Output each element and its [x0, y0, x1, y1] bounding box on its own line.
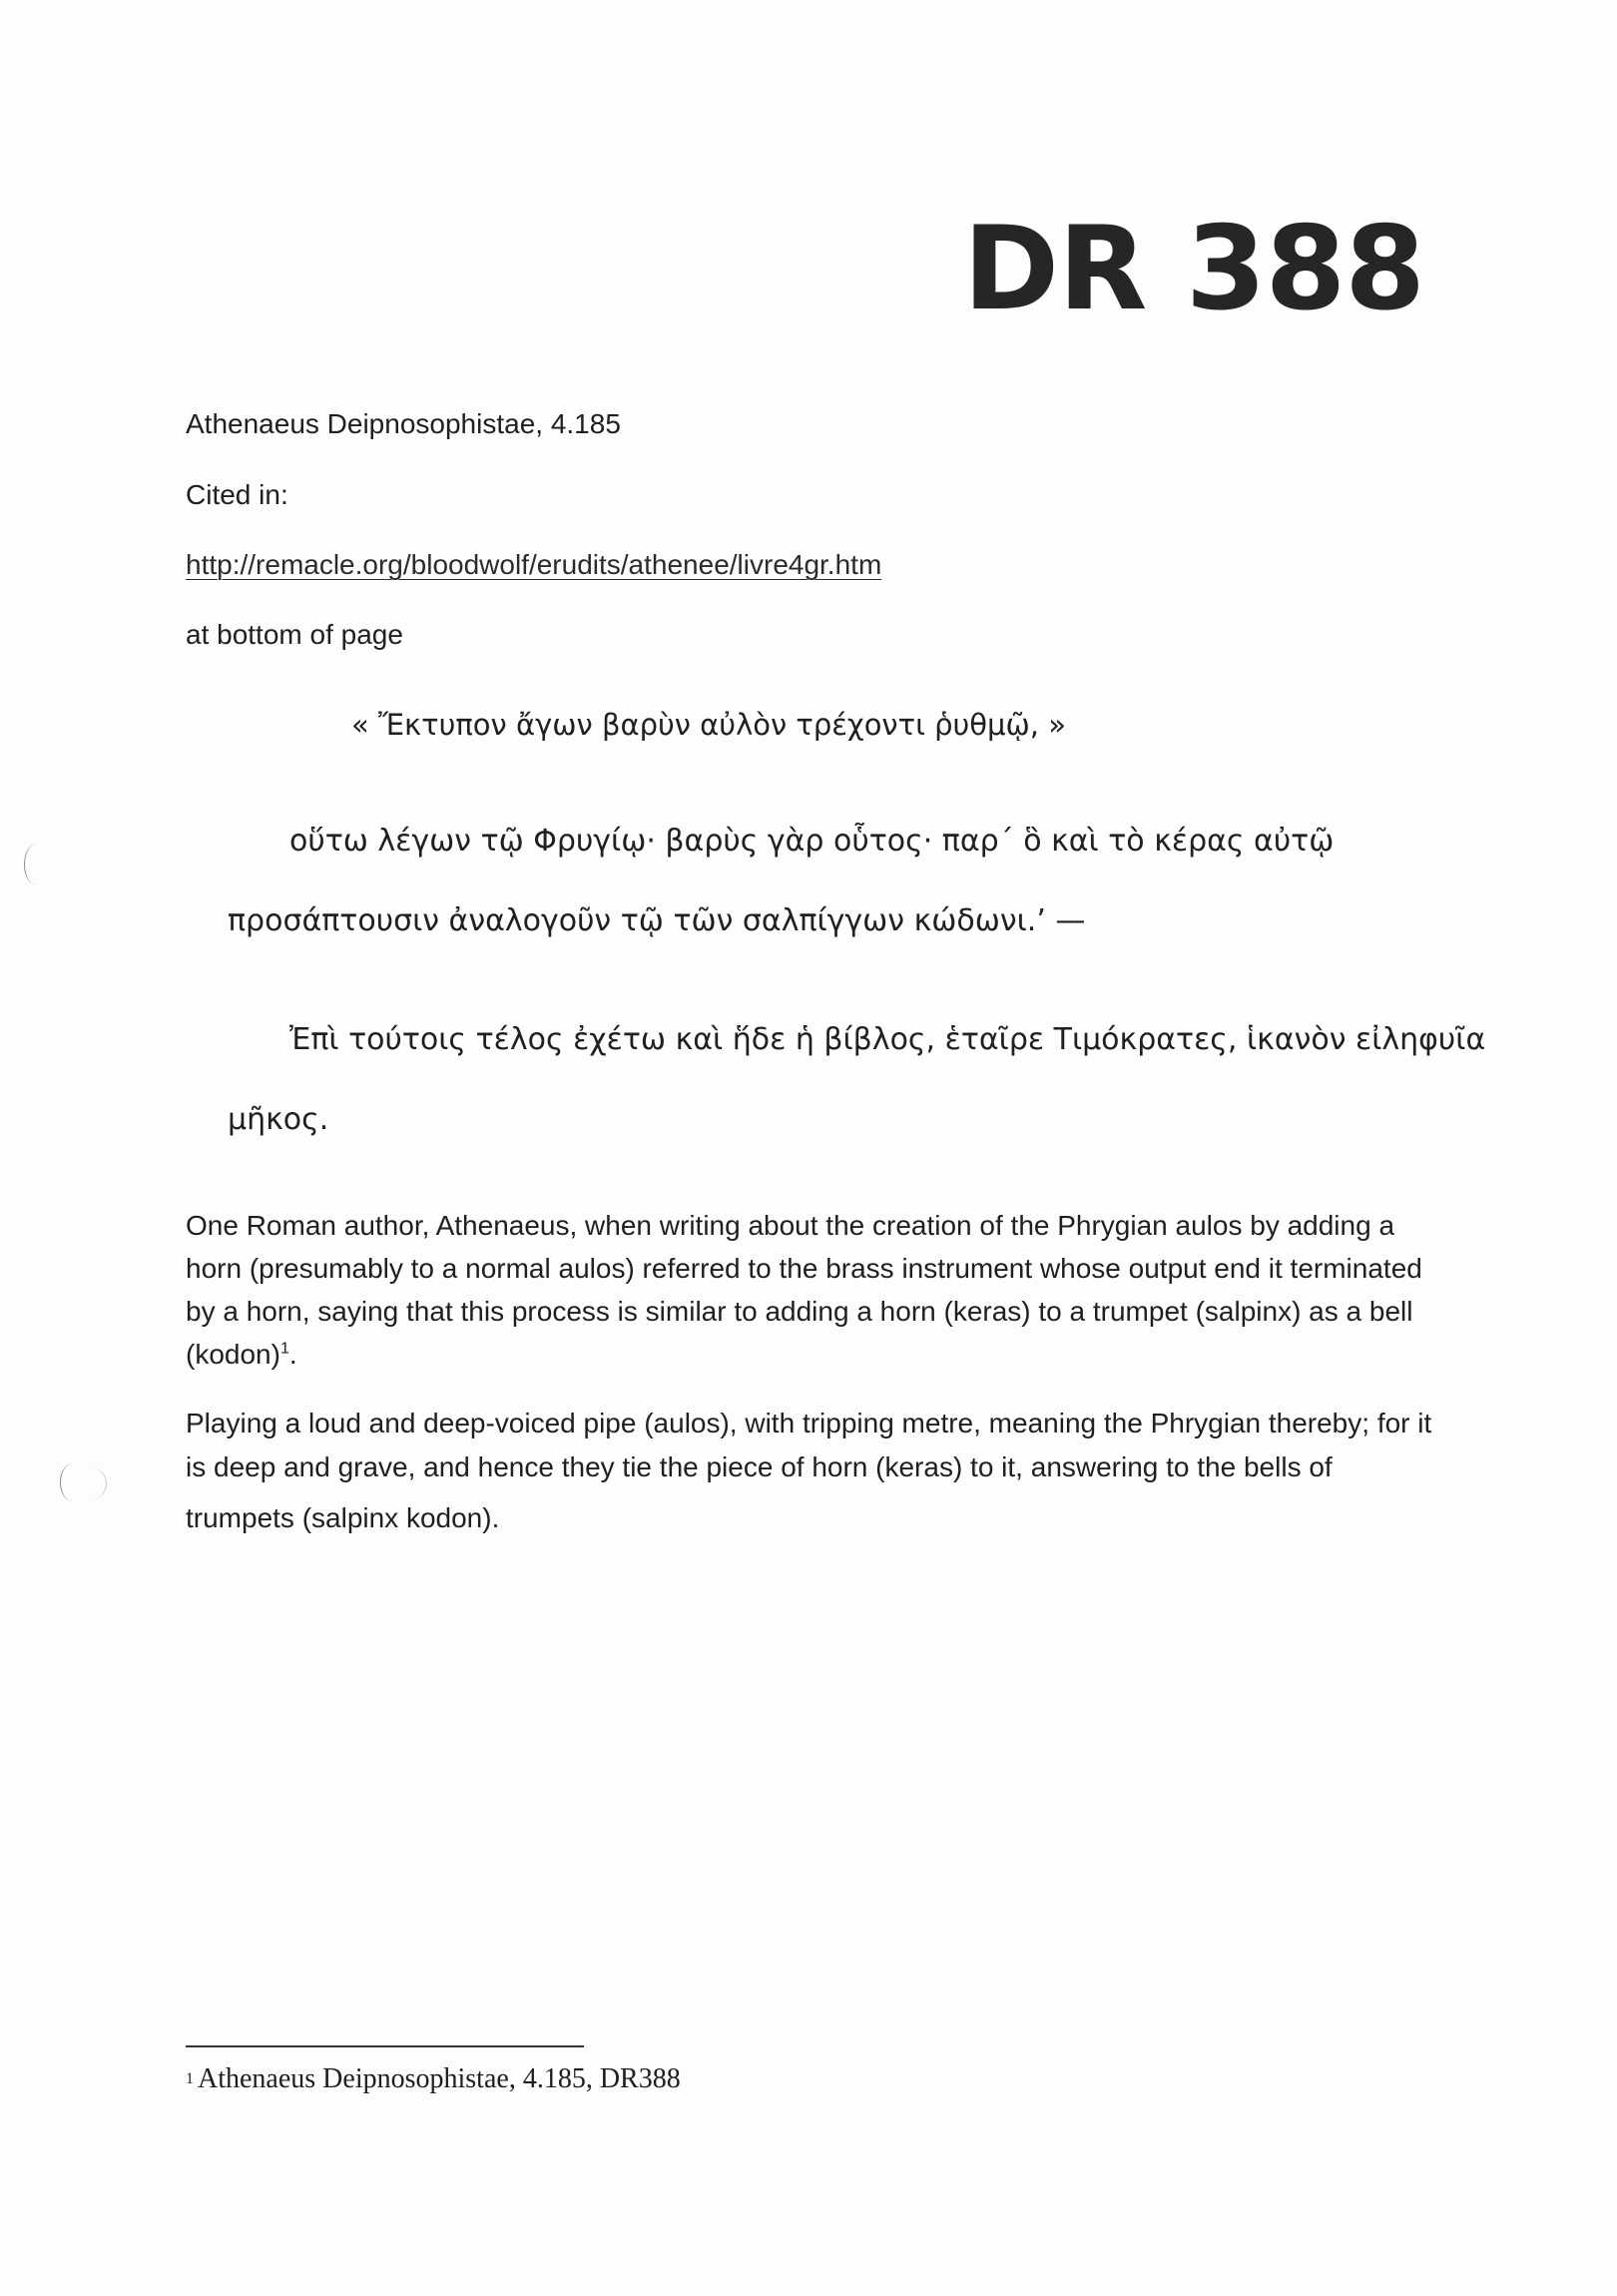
greek-quote-line: « Ἔκτυπον ἄγων βαρὺν αὐλὸν τρέχοντι ῥυθμῷ, »: [351, 708, 1066, 742]
translation-paragraph: [186, 1402, 1433, 1540]
footnote-reference[interactable]: 1: [279, 1340, 289, 1358]
greek-text-line: οὕτω λέγων τῷ Φρυγίῳ· βαρὺς γὰρ οὗτος· παρ´ ὃ καὶ τὸ κέρας αὐτῷ: [289, 824, 1335, 859]
footnote: [186, 2063, 681, 2095]
footnote-marker: 1: [186, 2070, 194, 2087]
source-reference: Athenaeus Deipnosophistae, 4.185: [186, 408, 621, 439]
cited-in-label: Cited in:: [186, 479, 288, 510]
translation-text-last-line: trumpets (salpinx kodon).: [186, 1502, 500, 1533]
scan-mark: [76, 1467, 107, 1499]
greek-text-line: μῆκος.: [228, 1102, 329, 1137]
commentary-text-end: .: [288, 1339, 297, 1370]
source-url-link[interactable]: http://remacle.org/bloodwolf/erudits/athenee/livre4gr.htm: [186, 549, 882, 580]
footnote-text: Athenaeus Deipnosophistae, 4.185, DR388: [198, 2063, 681, 2094]
document-id: DR 388: [962, 202, 1424, 336]
commentary-paragraph: [186, 1204, 1433, 1376]
commentary-text: One Roman author, Athenaeus, when writing about the creation of the Phrygian aulos by adding a horn (presumably to a normal aulos) referred to the brass instrument whose output end it terminated by a horn, saying that this process is similar to adding a horn (keras) to a trumpet (salpinx) as a bell (kodon): [186, 1210, 1422, 1370]
translation-text: Playing a loud and deep-voiced pipe (aulos), with tripping metre, meaning the Phrygian thereby; for it is deep and grave, and hence they tie the piece of horn (keras) to it, answering to the bells of: [186, 1408, 1432, 1482]
location-note: at bottom of page: [186, 619, 403, 650]
scan-mark: [24, 845, 47, 884]
greek-text-line: προσάπτουσιν ἀναλογοῦν τῷ τῶν σαλπίγγων κώδωνι.’ —: [228, 903, 1086, 938]
greek-text-line: Ἐπὶ τούτοις τέλος ἐχέτω καὶ ἥδε ἡ βίβλος, ἑταῖρε Τιμόκρατες, ἱκανὸν εἰληφυῖα: [289, 1022, 1486, 1057]
footnote-separator: [186, 2045, 584, 2047]
